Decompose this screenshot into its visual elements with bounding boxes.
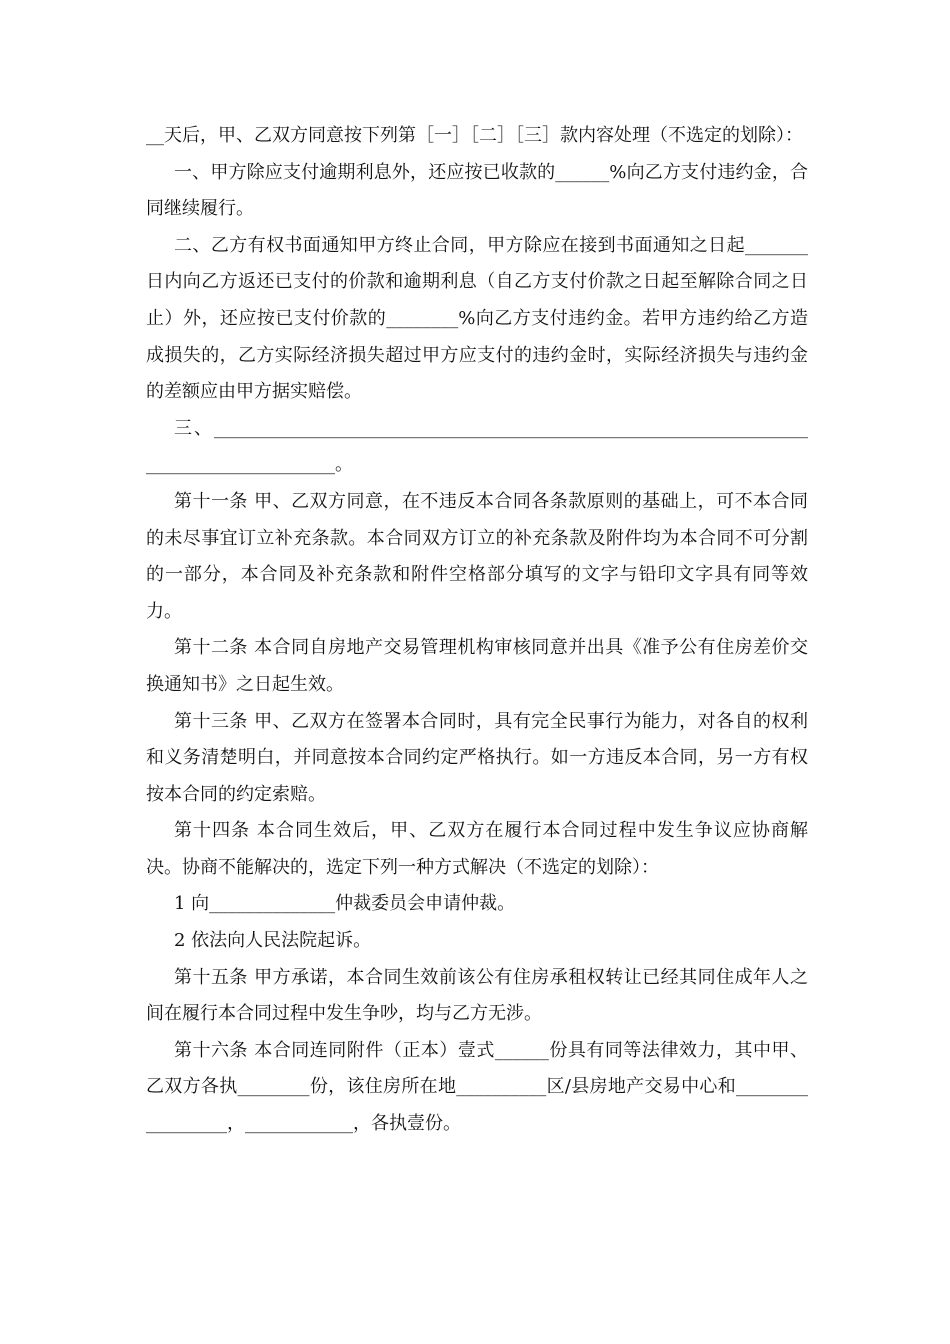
paragraph-option-three: 三、_______________________________________________________________________________________。 — [146, 417, 808, 476]
paragraph-article-14-item-1: 1 向______________仲裁委员会申请仲裁。 — [174, 893, 516, 915]
paragraph-article-11: 第十一条 甲、乙双方同意，在不违反本合同各条款原则的基础上，可不本合同的未尽事宜订立补充条款。本合同双方订立的补充条款及附件均为本合同不可分割的一部分，本合同及补充条款和附件空格部分填写的文字与铅印文字具有同等效力。 — [146, 490, 808, 622]
paragraph-article-15: 第十五条 甲方承诺，本合同生效前该公有住房承租权转让已经其同住成年人之间在履行本合同过程中发生争吵，均与乙方无涉。 — [146, 966, 808, 1025]
paragraph-option-two: 二、乙方有权书面通知甲方终止合同，甲方除应在接到书面通知之日起_______日内向乙方返还已支付的价款和逾期利息（自乙方支付价款之日起至解除合同之日止）外，还应按已支付价款的________%向乙方支付违约金。若甲方违约给乙方造成损失的，乙方实际经济损失超过甲方应支付的违约金时，实际经济损失与违约金的差额应由甲方据实赔偿。 — [146, 234, 808, 403]
paragraph-article-16: 第十六条 本合同连同附件（正本）壹式______份具有同等法律效力，其中甲、乙双方各执________份，该住房所在地__________区/县房地产交易中心和_________________，____________，各执壹份。 — [146, 1039, 808, 1135]
paragraph-article-14-item-2: 2 依法向人民法院起诉。 — [174, 930, 372, 952]
paragraph-article-14: 第十四条 本合同生效后，甲、乙双方在履行本合同过程中发生争议应协商解决。协商不能解决的，选定下列一种方式解决（不选定的划除）： — [146, 820, 808, 878]
document-body — [146, 118, 808, 1143]
paragraph-article-12: 第十二条 本合同自房地产交易管理机构审核同意并出具《准予公有住房差价交换通知书》之日起生效。 — [146, 637, 808, 695]
paragraph-intro-continued: __天后，甲、乙双方同意按下列第［一］［二］［三］款内容处理（不选定的划除）： — [146, 125, 803, 146]
paragraph-article-13: 第十三条 甲、乙双方在签署本合同时，具有完全民事行为能力，对各自的权利和义务清楚明白，并同意按本合同约定严格执行。如一方违反本合同，另一方有权按本合同的约定索赔。 — [146, 710, 808, 805]
paragraph-option-one: 一、甲方除应支付逾期利息外，还应按已收款的______%向乙方支付违约金，合同继续履行。 — [146, 161, 808, 220]
